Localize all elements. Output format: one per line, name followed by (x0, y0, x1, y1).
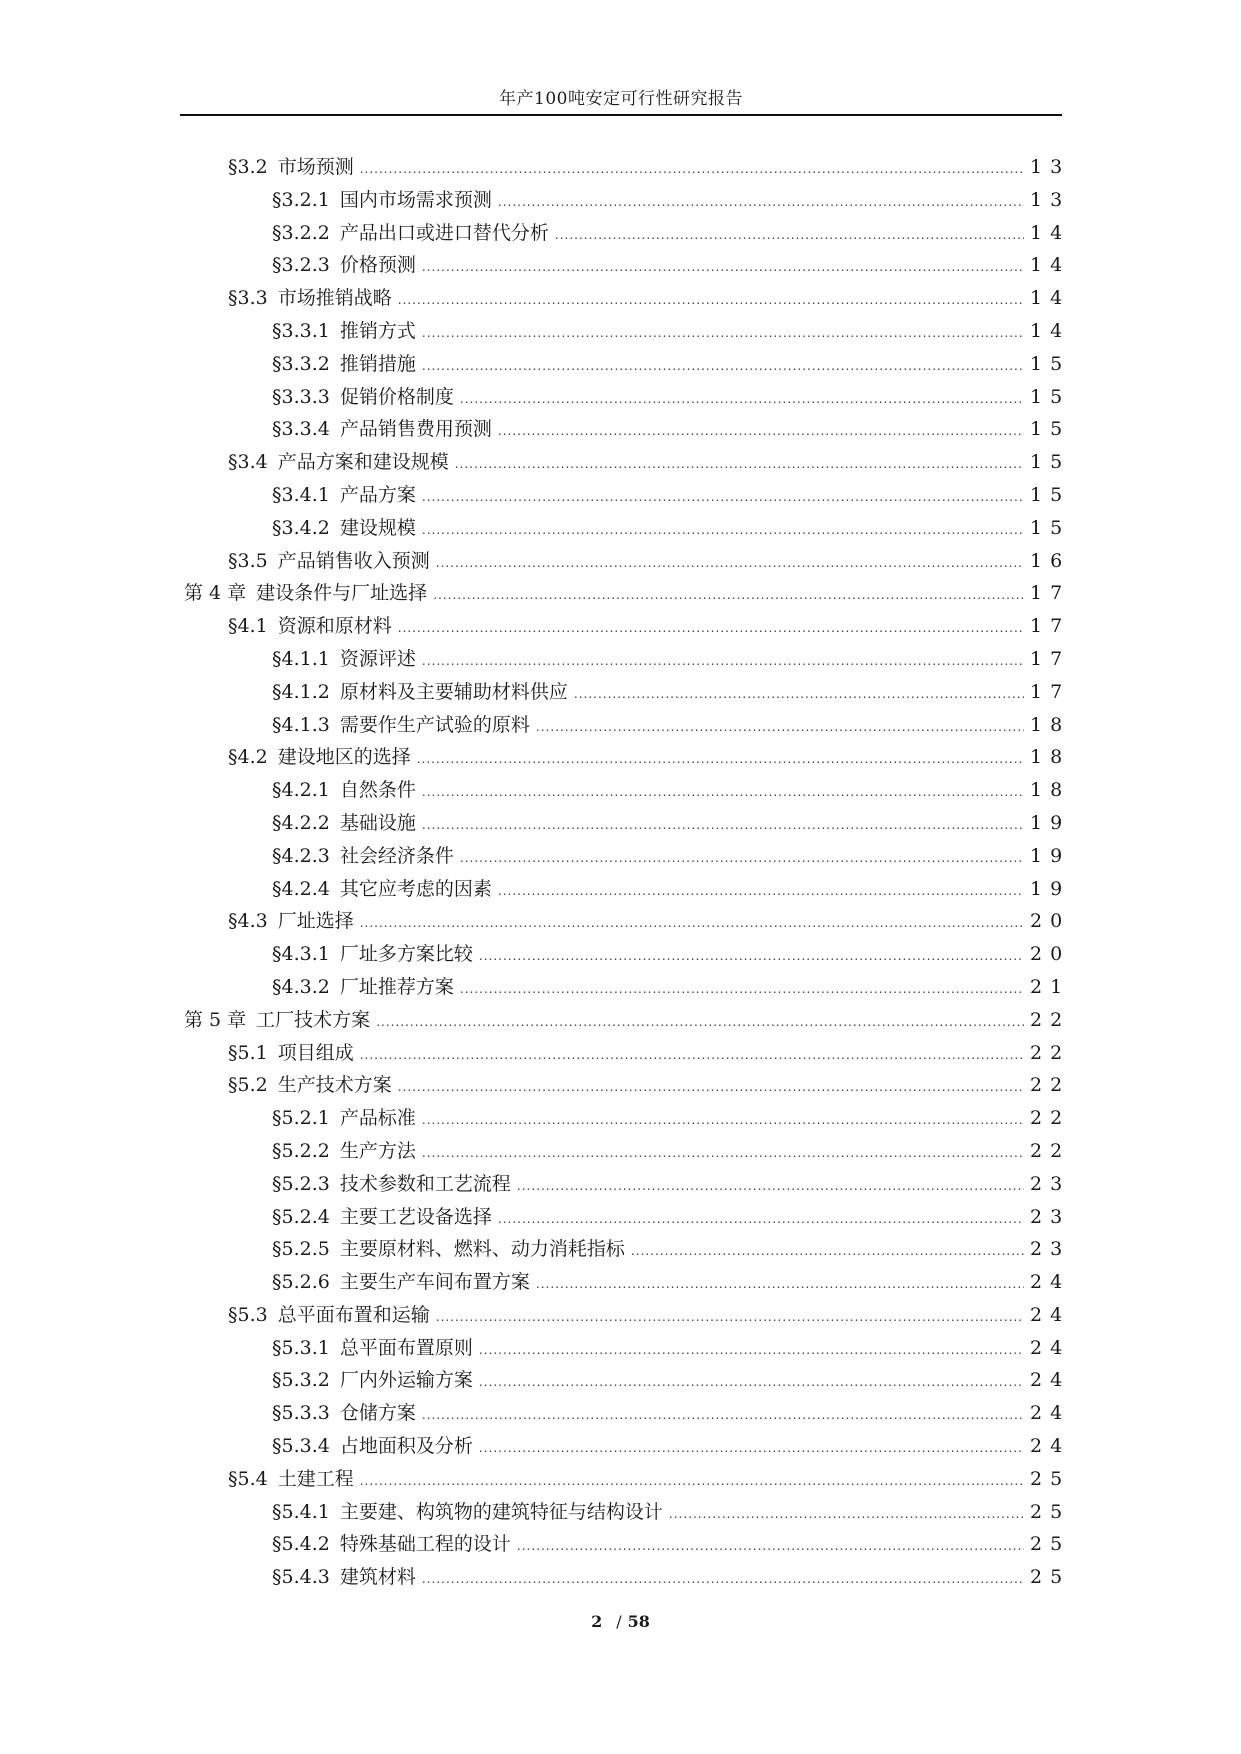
toc-entry-number: §4.2.1 (272, 779, 330, 802)
page-number-total: 58 (627, 1612, 650, 1631)
toc-leader-dots (498, 884, 1024, 898)
toc-leader-dots (498, 424, 1024, 438)
toc-entry[interactable] (184, 250, 1071, 283)
toc-entry-title: 自然条件 (339, 779, 416, 802)
toc-entry-page: 14 (1030, 254, 1071, 277)
toc-leader-dots (422, 785, 1024, 799)
toc-entry[interactable] (184, 841, 1071, 874)
toc-entry-page: 25 (1030, 1566, 1071, 1589)
toc-entry-number: §5.2.2 (272, 1139, 330, 1162)
toc-entry-number: §5.4.2 (272, 1533, 330, 1556)
toc-entry-title: 总平面布置原则 (339, 1336, 473, 1359)
toc-entry-title: 生产技术方案 (277, 1074, 392, 1097)
toc-entry-number: 第 5 章 (184, 1008, 247, 1031)
toc-leader-dots (360, 916, 1024, 930)
toc-leader-dots (398, 293, 1024, 307)
toc-entry-title: 推销措施 (339, 352, 416, 375)
toc-entry-title: 产品方案 (339, 483, 416, 506)
toc-entry-number: §5.3.1 (272, 1336, 330, 1359)
toc-entry-number: §4.3 (228, 910, 268, 933)
toc-entry-number: §3.2.3 (272, 254, 330, 277)
toc-entry-page: 14 (1030, 287, 1071, 310)
toc-leader-dots (460, 392, 1024, 406)
toc-leader-dots (422, 326, 1024, 340)
toc-entry-page: 24 (1030, 1369, 1071, 1392)
toc-entry-page: 16 (1030, 549, 1071, 572)
toc-entry-title: 总平面布置和运输 (277, 1303, 430, 1326)
toc-leader-dots (422, 818, 1024, 832)
toc-entry-title: 产品出口或进口替代分析 (339, 221, 549, 244)
toc-entry-number: §5.4 (228, 1467, 268, 1490)
toc-entry-title: 建设地区的选择 (277, 746, 411, 769)
toc-entry-number: §4.2.3 (272, 844, 330, 867)
toc-leader-dots (455, 457, 1024, 471)
toc-entry-title: 原材料及主要辅助材料供应 (339, 680, 568, 703)
toc-entry-title: 生产方法 (339, 1139, 416, 1162)
toc-entry-page: 20 (1030, 910, 1071, 933)
toc-entry-number: §5.3.4 (272, 1435, 330, 1458)
toc-entry-title: 建设规模 (339, 516, 416, 539)
toc-entry-title: 产品销售费用预测 (339, 418, 492, 441)
toc-leader-dots (422, 490, 1024, 504)
toc-entry-page: 24 (1030, 1402, 1071, 1425)
page-footer (0, 1612, 1241, 1631)
toc-entry-number: 第 4 章 (184, 582, 247, 605)
toc-entry-title: 资源评述 (339, 647, 416, 670)
toc-entry[interactable] (184, 874, 1071, 907)
toc-leader-dots (517, 1539, 1024, 1553)
toc-entry-page: 18 (1030, 713, 1071, 736)
toc-entry-page: 19 (1030, 811, 1071, 834)
toc-entry-number: §4.1.1 (272, 647, 330, 670)
toc-entry-number: §3.4.1 (272, 483, 330, 506)
toc-entry[interactable] (184, 1103, 1071, 1136)
toc-leader-dots (479, 1375, 1024, 1389)
toc-entry-number: §5.2 (228, 1074, 268, 1097)
toc-leader-dots (536, 720, 1024, 734)
toc-entry[interactable] (184, 644, 1071, 677)
toc-entry-number: §3.3.1 (272, 319, 330, 342)
toc-entry-number: §3.2.1 (272, 188, 330, 211)
toc-entry-page: 13 (1030, 156, 1071, 178)
toc-entry-number: §4.2 (228, 746, 268, 769)
toc-entry-title: 市场推销战略 (277, 287, 392, 310)
toc-entry[interactable] (184, 1365, 1071, 1398)
toc-entry-page: 23 (1030, 1205, 1071, 1228)
toc-entry[interactable] (184, 1136, 1071, 1169)
toc-entry[interactable] (184, 1333, 1071, 1366)
toc-leader-dots (669, 1507, 1024, 1521)
toc-entry-page: 17 (1030, 615, 1071, 638)
toc-entry[interactable] (184, 677, 1071, 710)
toc-leader-dots (422, 654, 1024, 668)
toc-entry-number: §3.3 (228, 287, 268, 310)
toc-entry-title: 技术参数和工艺流程 (339, 1172, 511, 1195)
toc-entry-number: §3.4.2 (272, 516, 330, 539)
toc-entry[interactable] (184, 480, 1071, 513)
toc-entry[interactable] (184, 382, 1071, 415)
toc-leader-dots (479, 1343, 1024, 1357)
toc-leader-dots (422, 1113, 1024, 1127)
toc-leader-dots (422, 1146, 1024, 1160)
toc-entry-title: 产品销售收入预测 (277, 549, 430, 572)
toc-entry-page: 23 (1030, 1172, 1071, 1195)
page-number-separator: / (616, 1612, 622, 1631)
toc-entry[interactable] (184, 152, 1071, 185)
toc-entry[interactable] (184, 906, 1071, 939)
page-number-current: 2 (591, 1612, 603, 1631)
toc-entry-title: 产品方案和建设规模 (277, 451, 449, 474)
toc-entry-page: 22 (1030, 1074, 1071, 1097)
toc-leader-dots (517, 1179, 1024, 1193)
toc-leader-dots (398, 621, 1024, 635)
toc-entry[interactable] (184, 316, 1071, 349)
toc-entry-title: 主要建、构筑物的建筑特征与结构设计 (339, 1500, 663, 1523)
toc-entry-page: 15 (1030, 451, 1071, 474)
toc-entry-page: 17 (1030, 680, 1071, 703)
toc-entry[interactable] (184, 939, 1071, 972)
toc-entry-number: §4.1.3 (272, 713, 330, 736)
toc-leader-dots (422, 359, 1024, 373)
toc-entry[interactable] (184, 447, 1071, 480)
toc-entry-page: 15 (1030, 385, 1071, 408)
toc-leader-dots (460, 851, 1024, 865)
toc-entry[interactable] (184, 775, 1071, 808)
toc-entry[interactable] (184, 1169, 1071, 1202)
toc-entry-number: §5.2.5 (272, 1238, 330, 1261)
toc-entry-page: 18 (1030, 746, 1071, 769)
toc-entry-page: 20 (1030, 943, 1071, 966)
toc-entry[interactable] (184, 1202, 1071, 1235)
toc-leader-dots (398, 1080, 1024, 1094)
toc-leader-dots (555, 228, 1024, 242)
toc-entry-page: 15 (1030, 352, 1071, 375)
toc-entry-number: §3.3.2 (272, 352, 330, 375)
toc-entry-title: 厂内外运输方案 (339, 1369, 473, 1392)
toc-entry[interactable] (184, 1038, 1071, 1071)
toc-entry-number: §4.2.4 (272, 877, 330, 900)
toc-entry-number: §5.2.1 (272, 1107, 330, 1130)
toc-entry-title: 厂址推荐方案 (339, 975, 454, 998)
toc-entry-number: §3.4 (228, 451, 268, 474)
toc-entry-title: 主要原材料、燃料、动力消耗指标 (339, 1238, 625, 1261)
toc-entry-title: 项目组成 (277, 1041, 354, 1064)
toc-entry[interactable] (184, 1005, 1071, 1038)
toc-entry[interactable] (184, 1562, 1071, 1595)
toc-entry-page: 25 (1030, 1467, 1071, 1490)
toc-entry-title: 国内市场需求预测 (339, 188, 492, 211)
toc-entry-page: 19 (1030, 844, 1071, 867)
toc-entry-title: 厂址选择 (277, 910, 354, 933)
toc-entry[interactable] (184, 1267, 1071, 1300)
toc-entry[interactable] (184, 611, 1071, 644)
toc-entry-page: 24 (1030, 1303, 1071, 1326)
toc-leader-dots (417, 752, 1024, 766)
toc-leader-dots (479, 949, 1024, 963)
toc-leader-dots (498, 1212, 1024, 1226)
toc-entry-page: 18 (1030, 779, 1071, 802)
toc-entry-page: 22 (1030, 1041, 1071, 1064)
toc-entry-number: §4.2.2 (272, 811, 330, 834)
toc-entry[interactable] (184, 1300, 1071, 1333)
toc-entry-title: 市场预测 (277, 156, 354, 178)
toc-entry-title: 需要作生产试验的原料 (339, 713, 530, 736)
toc-entry-page: 14 (1030, 319, 1071, 342)
toc-leader-dots (631, 1244, 1024, 1258)
toc-entry-number: §3.2.2 (272, 221, 330, 244)
toc-entry-page: 14 (1030, 221, 1071, 244)
toc-entry-title: 主要生产车间布置方案 (339, 1271, 530, 1294)
toc-entry-number: §3.2 (228, 156, 268, 178)
toc-entry[interactable] (184, 546, 1071, 579)
toc-leader-dots (360, 162, 1024, 176)
toc-entry-title: 社会经济条件 (339, 844, 454, 867)
toc-entry-page: 24 (1030, 1271, 1071, 1294)
toc-entry-number: §5.3.2 (272, 1369, 330, 1392)
toc-leader-dots (360, 1048, 1024, 1062)
toc-entry-number: §4.3.1 (272, 943, 330, 966)
toc-leader-dots (574, 687, 1024, 701)
toc-entry-page: 25 (1030, 1533, 1071, 1556)
toc-entry-page: 22 (1030, 1139, 1071, 1162)
toc-leader-dots (433, 588, 1024, 602)
toc-entry-page: 24 (1030, 1336, 1071, 1359)
toc-entry-title: 占地面积及分析 (339, 1435, 473, 1458)
toc-entry-page: 24 (1030, 1435, 1071, 1458)
toc-entry-number: §3.5 (228, 549, 268, 572)
toc-entry-title: 主要工艺设备选择 (339, 1205, 492, 1228)
toc-entry-title: 基础设施 (339, 811, 416, 834)
toc-entry[interactable] (184, 1431, 1071, 1464)
toc-entry[interactable] (184, 710, 1071, 743)
toc-entry-title: 产品标准 (339, 1107, 416, 1130)
toc-entry-page: 25 (1030, 1500, 1071, 1523)
toc-leader-dots (498, 195, 1024, 209)
toc-leader-dots (422, 1572, 1024, 1586)
toc-entry-title: 工厂技术方案 (256, 1008, 371, 1031)
toc-leader-dots (422, 260, 1024, 274)
toc-leader-dots (436, 1310, 1024, 1324)
toc-entry-number: §4.3.2 (272, 975, 330, 998)
toc-entry-page: 22 (1030, 1008, 1071, 1031)
table-of-contents (184, 152, 1071, 1595)
toc-entry[interactable] (184, 1070, 1071, 1103)
toc-entry-page: 17 (1030, 582, 1071, 605)
toc-entry-number: §4.1.2 (272, 680, 330, 703)
toc-entry-number: §5.2.3 (272, 1172, 330, 1195)
toc-entry[interactable] (184, 218, 1071, 251)
toc-entry-title: 推销方式 (339, 319, 416, 342)
toc-entry[interactable] (184, 349, 1071, 382)
toc-entry[interactable] (184, 185, 1071, 218)
toc-entry[interactable] (184, 1529, 1071, 1562)
toc-entry-title: 厂址多方案比较 (339, 943, 473, 966)
toc-entry[interactable] (184, 1464, 1071, 1497)
toc-entry-title: 土建工程 (277, 1467, 354, 1490)
toc-entry-page: 22 (1030, 1107, 1071, 1130)
toc-entry-number: §5.2.6 (272, 1271, 330, 1294)
toc-entry[interactable] (184, 283, 1071, 316)
toc-leader-dots (436, 556, 1024, 570)
toc-entry-page: 17 (1030, 647, 1071, 670)
toc-leader-dots (479, 1441, 1024, 1455)
toc-entry[interactable] (184, 414, 1071, 447)
toc-entry[interactable] (184, 1497, 1071, 1530)
toc-entry[interactable] (184, 578, 1071, 611)
toc-entry[interactable] (184, 808, 1071, 841)
toc-entry-page: 23 (1030, 1238, 1071, 1261)
page-header-title: 年产100吨安定可行性研究报告 (499, 89, 743, 109)
toc-leader-dots (360, 1474, 1024, 1488)
toc-leader-dots (376, 1015, 1024, 1029)
toc-entry-number: §5.3.3 (272, 1402, 330, 1425)
toc-leader-dots (460, 982, 1024, 996)
toc-entry-title: 价格预测 (339, 254, 416, 277)
toc-entry[interactable] (184, 513, 1071, 546)
toc-entry-title: 资源和原材料 (277, 615, 392, 638)
toc-entry-page: 15 (1030, 516, 1071, 539)
toc-entry-title: 仓储方案 (339, 1402, 416, 1425)
toc-entry-number: §5.3 (228, 1303, 268, 1326)
toc-entry-number: §4.1 (228, 615, 268, 638)
toc-entry-number: §5.4.3 (272, 1566, 330, 1589)
toc-entry-page: 15 (1030, 418, 1071, 441)
toc-entry-title: 其它应考虑的因素 (339, 877, 492, 900)
toc-entry-number: §3.3.4 (272, 418, 330, 441)
toc-entry[interactable] (184, 1398, 1071, 1431)
toc-entry-page: 13 (1030, 188, 1071, 211)
toc-entry-title: 建筑材料 (339, 1566, 416, 1589)
toc-entry-number: §5.4.1 (272, 1500, 330, 1523)
toc-entry-number: §5.1 (228, 1041, 268, 1064)
toc-leader-dots (536, 1277, 1024, 1291)
toc-entry[interactable] (184, 972, 1071, 1005)
toc-entry-page: 19 (1030, 877, 1071, 900)
toc-entry[interactable] (184, 1234, 1071, 1267)
toc-entry-page: 21 (1030, 975, 1071, 998)
toc-entry-title: 促销价格制度 (339, 385, 454, 408)
header-rule (180, 114, 1062, 116)
toc-entry-page: 15 (1030, 483, 1071, 506)
toc-entry-number: §3.3.3 (272, 385, 330, 408)
toc-leader-dots (422, 523, 1024, 537)
toc-entry-number: §5.2.4 (272, 1205, 330, 1228)
toc-entry-title: 建设条件与厂址选择 (256, 582, 428, 605)
toc-entry-title: 特殊基础工程的设计 (339, 1533, 511, 1556)
toc-entry[interactable] (184, 742, 1071, 775)
toc-leader-dots (422, 1408, 1024, 1422)
